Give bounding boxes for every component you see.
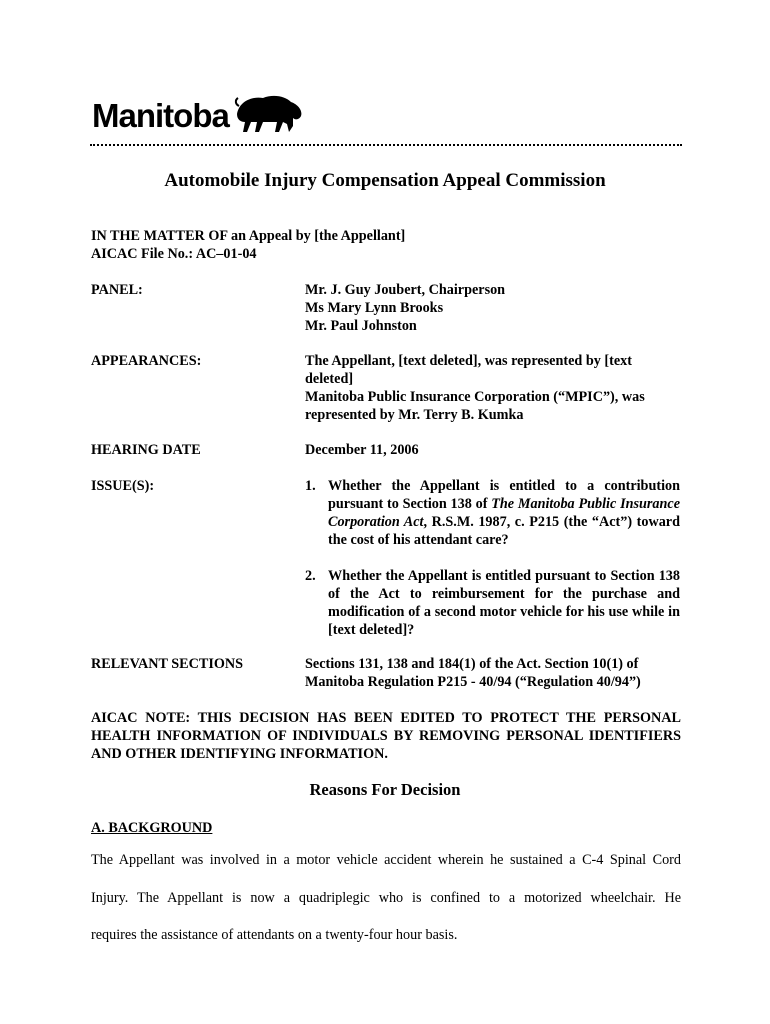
appearance-mpic: Manitoba Public Insurance Corporation (“MPIC”), was represented by Mr. Terry B. Kumka: [305, 389, 645, 423]
matter-line: IN THE MATTER OF an Appeal by [the Appellant]: [91, 228, 406, 244]
panel-members: [305, 281, 680, 335]
relevant-label: RELEVANT SECTIONS: [91, 656, 244, 672]
panel-member: Mr. J. Guy Joubert, Chairperson: [305, 282, 506, 298]
appearances-label: APPEARANCES:: [91, 353, 202, 369]
panel-member: Mr. Paul Johnston: [305, 318, 417, 334]
bison-icon: [233, 92, 305, 136]
issue-number: 1.: [305, 478, 316, 494]
background-line: Injury. The Appellant is now a quadriplegic who is confined to a motorized wheelchair. He: [91, 890, 681, 906]
background-heading: A. BACKGROUND: [91, 820, 213, 836]
panel-label: PANEL:: [91, 282, 143, 298]
panel-member: Ms Mary Lynn Brooks: [305, 300, 444, 316]
logo-wordmark: Manitoba: [92, 97, 229, 134]
background-line: requires the assistance of attendants on a twenty-four hour basis.: [91, 927, 458, 943]
hearing-date: December 11, 2006: [305, 442, 419, 458]
issues-label: ISSUE(S):: [91, 478, 155, 494]
appearances-text: [305, 352, 680, 424]
appearance-appellant: The Appellant, [text deleted], was represented by [text deleted]: [305, 353, 632, 387]
hearing-label: HEARING DATE: [91, 442, 201, 458]
file-number: AICAC File No.: AC–01-04: [91, 246, 257, 262]
issue-text: Whether the Appellant is entitled to a contribution pursuant to Section 138 of The Manitoba Public Insurance Corporation Act, R.S.M. 1987, c. P215 (the “Act”) toward the cost of his attendant care?: [328, 478, 680, 548]
background-line: The Appellant was involved in a motor vehicle accident wherein he sustained a C-4 Spinal Cord: [91, 852, 681, 868]
document-title: Automobile Injury Compensation Appeal Commission: [164, 170, 606, 191]
relevant-text: Sections 131, 138 and 184(1) of the Act. Section 10(1) of Manitoba Regulation P215 - 40/94 (“Regulation 40/94”): [305, 656, 641, 690]
reasons-heading: Reasons For Decision: [309, 780, 461, 799]
issue-item-2: [305, 567, 680, 639]
issue-number: 2.: [305, 568, 316, 584]
dotted-rule: [90, 144, 682, 146]
aicac-note: AICAC NOTE: THIS DECISION HAS BEEN EDITED TO PROTECT THE PERSONAL HEALTH INFORMATION OF INDIVIDUALS BY REMOVING PERSONAL IDENTIFIERS AND OTHER IDENTIFYING INFORMATION.: [91, 710, 681, 762]
issue-text: Whether the Appellant is entitled pursuant to Section 138 of the Act to reimbursement for the purchase and modification of a second motor vehicle for his use while in [text deleted]?: [328, 568, 680, 638]
issue-item-1: [305, 477, 680, 549]
manitoba-logo: [92, 92, 305, 134]
